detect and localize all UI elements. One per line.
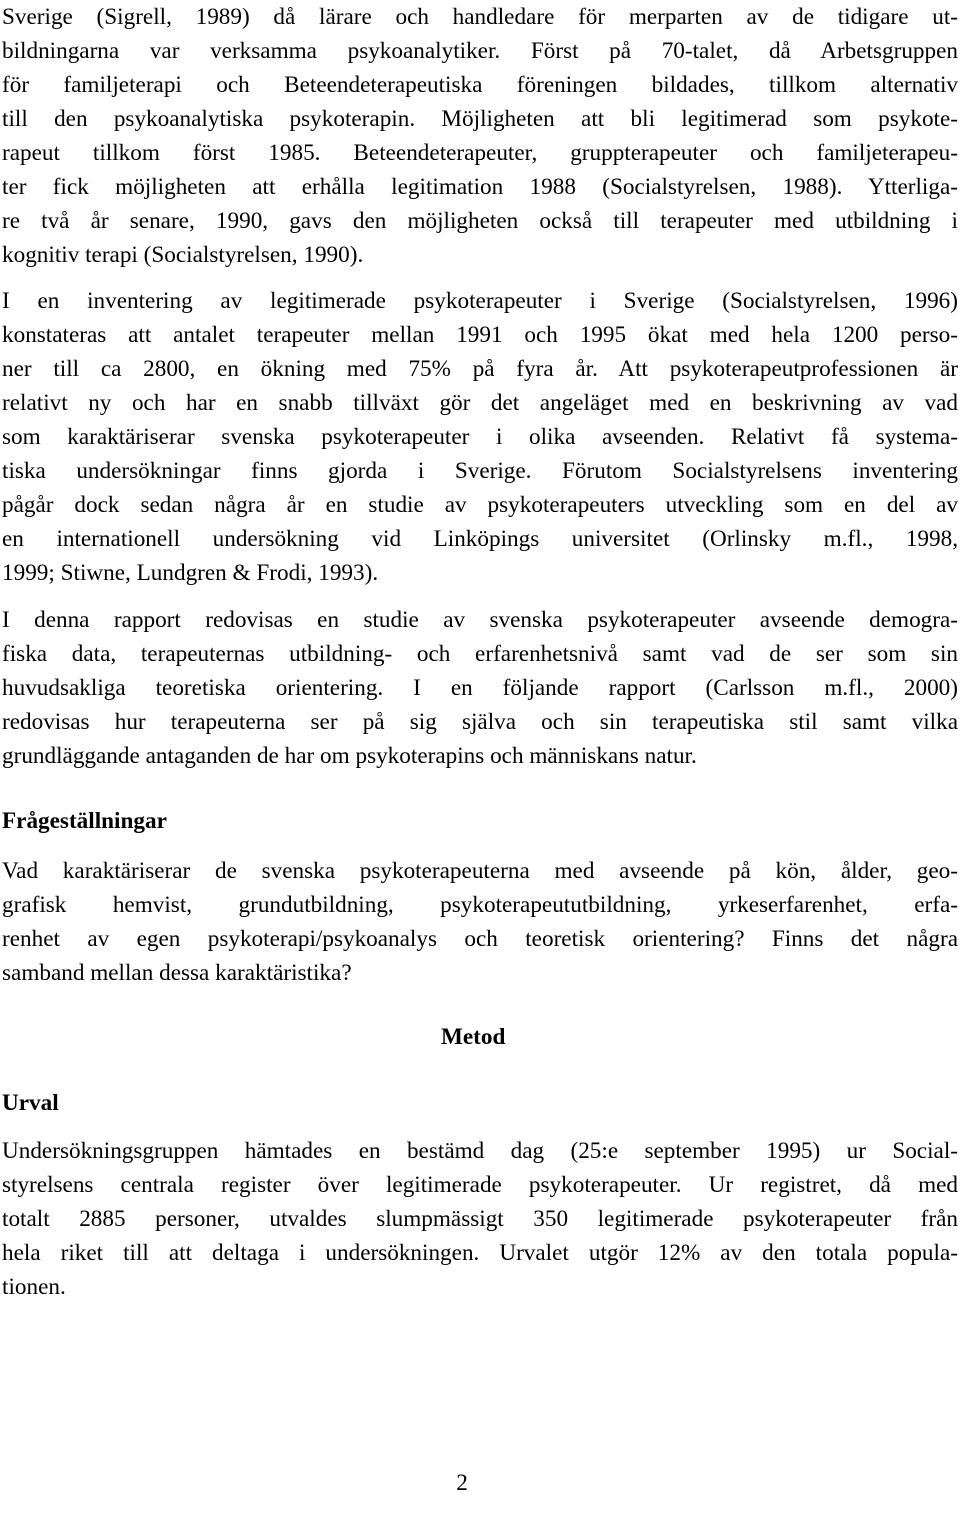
text-line: rapeut tillkom först 1985. Beteendeterapeuter, gruppterapeuter och familjeterapeu-	[2, 140, 958, 166]
text-line: grafisk hemvist, grundutbildning, psykoterapeututbildning, yrkeserfarenhet, erfa-	[2, 892, 958, 918]
section-heading-metod: Metod	[441, 1024, 506, 1050]
paragraph-inventering	[2, 284, 958, 590]
text-line: redovisas hur terapeuterna ser på sig själva och sin terapeutiska stil samt vilka	[2, 709, 958, 735]
text-line: samband mellan dessa karaktäristika?	[2, 960, 352, 986]
text-line: konstateras att antalet terapeuter mellan 1991 och 1995 ökat med hela 1200 perso-	[2, 322, 958, 348]
text-line: kognitiv terapi (Socialstyrelsen, 1990).	[2, 242, 364, 268]
text-line: relativt ny och har en snabb tillväxt gör det angeläget med en beskrivning av vad	[2, 390, 958, 416]
text-line: tiska undersökningar finns gjorda i Sverige. Förutom Socialstyrelsens inventering	[2, 458, 958, 484]
text-line: I en inventering av legitimerade psykoterapeuter i Sverige (Socialstyrelsen, 1996)	[2, 288, 958, 314]
text-line: ner till ca 2800, en ökning med 75% på fyra år. Att psykoterapeutprofessionen är	[2, 356, 958, 382]
text-line: re två år senare, 1990, gavs den möjligheten också till terapeuter med utbildning i	[2, 208, 958, 234]
text-line: Vad karaktäriserar de svenska psykoterapeuterna med avseende på kön, ålder, geo-	[2, 858, 958, 884]
text-line: styrelsens centrala register över legitimerade psykoterapeuter. Ur registret, då med	[2, 1172, 958, 1198]
text-line: för familjeterapi och Beteendeterapeutiska föreningen bildades, tillkom alternativ	[2, 72, 958, 98]
document-page	[2, 0, 958, 1515]
text-line: huvudsakliga teoretiska orientering. I en följande rapport (Carlsson m.fl., 2000)	[2, 675, 958, 701]
text-line: bildningarna var verksamma psykoanalytiker. Först på 70-talet, då Arbetsgruppen	[2, 38, 958, 64]
text-line: totalt 2885 personer, utvaldes slumpmässigt 350 legitimerade psykoterapeuter från	[2, 1206, 958, 1232]
text-line: Sverige (Sigrell, 1989) då lärare och handledare för merparten av de tidigare ut-	[2, 4, 958, 30]
text-line: Undersökningsgruppen hämtades en bestämd dag (25:e september 1995) ur Social-	[2, 1138, 958, 1164]
text-line: som karaktäriserar svenska psykoterapeuter i olika avseenden. Relativt få systema-	[2, 424, 958, 450]
text-line: ter fick möjligheten att erhålla legitimation 1988 (Socialstyrelsen, 1988). Ytterliga-	[2, 174, 958, 200]
text-line: tionen.	[2, 1274, 66, 1300]
section-heading-urval: Urval	[2, 1090, 59, 1116]
text-line: renhet av egen psykoterapi/psykoanalys och teoretisk orientering? Finns det några	[2, 926, 958, 952]
paragraph-rapport	[2, 603, 958, 773]
text-line: hela riket till att deltaga i undersökningen. Urvalet utgör 12% av den totala popula-	[2, 1240, 958, 1266]
section-heading-fragestallningar: Frågeställningar	[2, 808, 167, 834]
text-line: 1999; Stiwne, Lundgren & Frodi, 1993).	[2, 560, 379, 586]
paragraph-urval	[2, 1134, 958, 1304]
page-number: 2	[456, 1470, 468, 1496]
text-line: fiska data, terapeuternas utbildning- och erfarenhetsnivå samt vad de ser som sin	[2, 641, 958, 667]
text-line: I denna rapport redovisas en studie av svenska psykoterapeuter avseende demogra-	[2, 607, 958, 633]
paragraph-fragestallningar	[2, 854, 958, 990]
text-line: en internationell undersökning vid Linköpings universitet (Orlinsky m.fl., 1998,	[2, 526, 958, 552]
text-line: pågår dock sedan några år en studie av psykoterapeuters utveckling som en del av	[2, 492, 958, 518]
text-line: grundläggande antaganden de har om psykoterapins och människans natur.	[2, 743, 697, 769]
paragraph-intro	[2, 0, 958, 272]
text-line: till den psykoanalytiska psykoterapin. Möjligheten att bli legitimerad som psykote-	[2, 106, 958, 132]
